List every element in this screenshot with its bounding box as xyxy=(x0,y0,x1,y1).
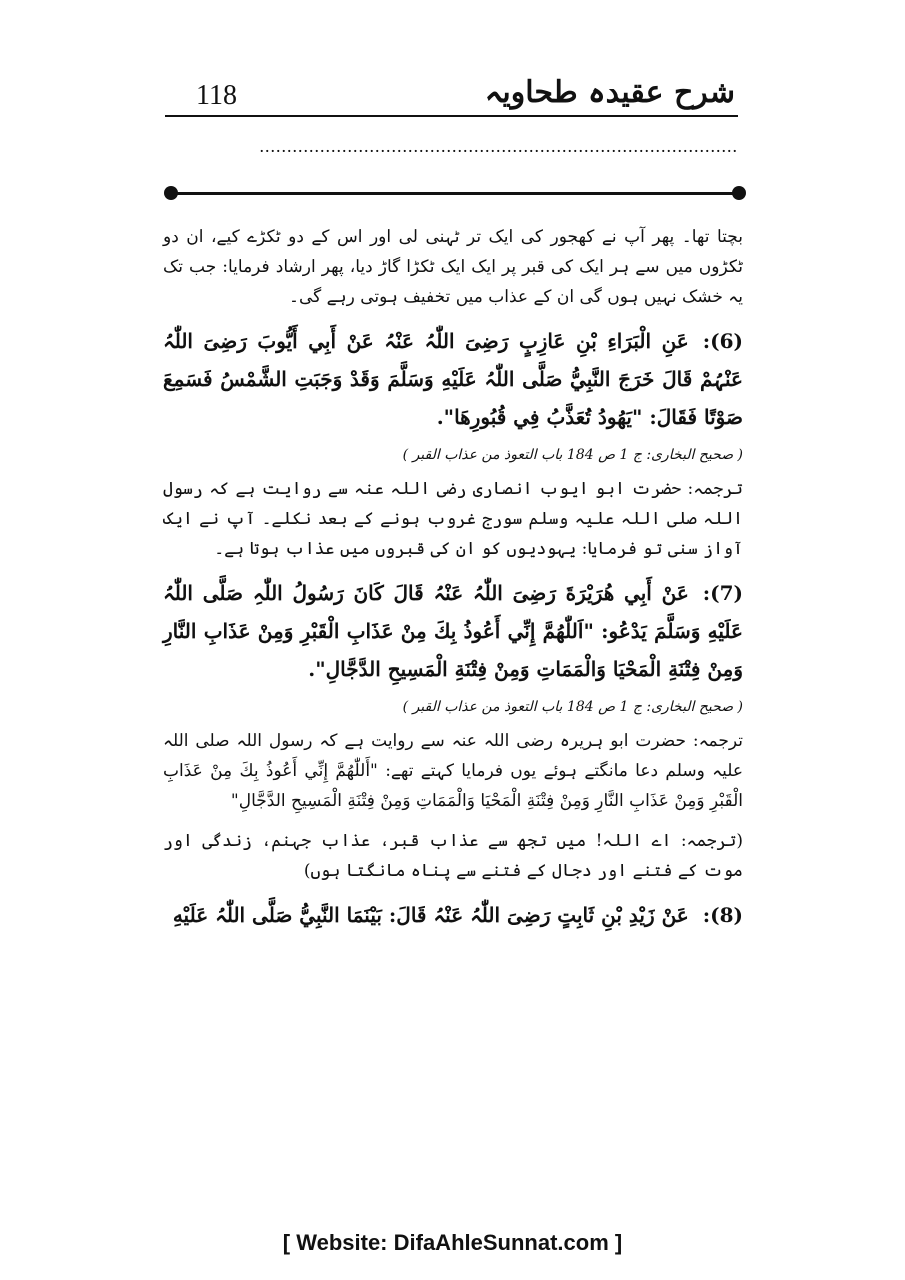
paragraph-continuation: بچتا تھا۔ پھر آپ نے کھجور کی ایک تر ٹہنی لی اور اس کے دو ٹکڑے کیے، ان دو ٹکڑوں میں سے ہر ایک کی قبر پر ایک ایک ٹکڑا گاڑ دیا، پھر ارشاد فرمایا: جب تک یہ خشک نہیں ہوں گی ان کے عذاب میں تخفیف ہوتی رہے گی۔ xyxy=(163,227,743,307)
translation-7-meaning: (ترجمہ: اے اللہ! میں تجھ سے عذاب قبر، عذاب جہنم، زندگی اور موت کے فتنے اور دجال کے فتنے سے پناہ مانگتا ہوں) xyxy=(163,831,743,881)
hadith-number: (6): xyxy=(702,329,743,353)
header-divider xyxy=(165,115,738,117)
book-title: شرح عقیدہ طحاویہ xyxy=(484,75,735,110)
hadith-number: (8): xyxy=(702,903,743,927)
translation-6: ترجمہ: حضرت ابو ایوب انصاری رضی اللہ عنہ سے روایت ہے کہ رسول اللہ صلی اللہ علیہ وسلم سورج غروب ہونے کے بعد نکلے۔ آپ نے ایک آواز سنی تو فرمایا: یہودیوں کو ان کی قبروں میں عذاب ہوتا ہے۔ xyxy=(163,479,743,559)
reference-7: ( صحیح البخاری: ج 1 ص 184 باب التعوذ من عذاب القبر ) xyxy=(402,699,743,715)
divider-dot-right xyxy=(732,186,746,200)
dotted-line: ....................................................................................... xyxy=(259,136,738,156)
section-divider xyxy=(172,192,740,195)
page-body xyxy=(163,222,743,940)
hadith-7 xyxy=(163,574,743,688)
page-number: 118 xyxy=(196,80,237,111)
hadith-arabic-text: عَنِ الْبَرَاءِ بْنِ عَازِبٍ رَضِیَ اللّٰہُ عَنْہُ عَنْ أَبِي أَيُّوبَ رَضِیَ اللّٰہُ عَنْہُمْ قَالَ خَرَجَ النَّبِيُّ صَلَّى اللّٰہُ عَلَيْهِ وَسَلَّمَ وَقَدْ وَجَبَتِ الشَّمْسُ فَسَمِعَ صَوْتًا فَقَالَ: "يَهُودُ تُعَذَّبُ فِي قُبُورِهَا". xyxy=(163,329,743,429)
divider-dot-left xyxy=(164,186,178,200)
hadith-arabic-text: عَنْ أَبِي هُرَيْرَةَ رَضِیَ اللّٰہُ عَنْہُ قَالَ كَانَ رَسُولُ اللّٰہِ صَلَّى اللّٰہُ عَلَيْهِ وَسَلَّمَ يَدْعُو: "اَللّٰهُمَّ إِنِّي أَعُوذُ بِكَ مِنْ عَذَابِ الْقَبْرِ وَمِنْ عَذَابِ النَّارِ وَمِنْ فِتْنَةِ الْمَحْيَا وَالْمَمَاتِ وَمِنْ فِتْنَةِ الْمَسِيحِ الدَّجَّالِ". xyxy=(163,581,743,681)
translation-7: ترجمہ: حضرت ابو ہریرہ رضی اللہ عنہ سے روایت ہے کہ رسول اللہ صلی اللہ علیہ وسلم دعا مانگتے ہوئے یوں فرمایا کہتے تھے: "أَللّٰهُمَّ إِنِّي أَعُوذُ بِكَ مِنْ عَذَابِ الْقَبْرِ وَمِنْ عَذَابِ النَّارِ وَمِنْ فِتْنَةِ الْمَحْيَا وَالْمَمَاتِ وَمِنْ فِتْنَةِ الْمَسِيحِ الدَّجَّالِ" xyxy=(163,731,743,811)
website-footer: [ Website: DifaAhleSunnat.com ] xyxy=(282,1230,623,1255)
hadith-number: (7): xyxy=(702,581,743,605)
hadith-6 xyxy=(163,322,743,436)
hadith-arabic-text: عَنْ زَيْدِ بْنِ ثَابِتٍ رَضِیَ اللّٰہُ عَنْہُ قَالَ: بَيْنَمَا النَّبِيُّ صَلَّى اللّٰہُ عَلَيْهِ xyxy=(172,903,689,927)
reference-6: ( صحیح البخاری: ج 1 ص 184 باب التعوذ من عذاب القبر ) xyxy=(402,447,743,463)
hadith-8 xyxy=(163,896,743,934)
